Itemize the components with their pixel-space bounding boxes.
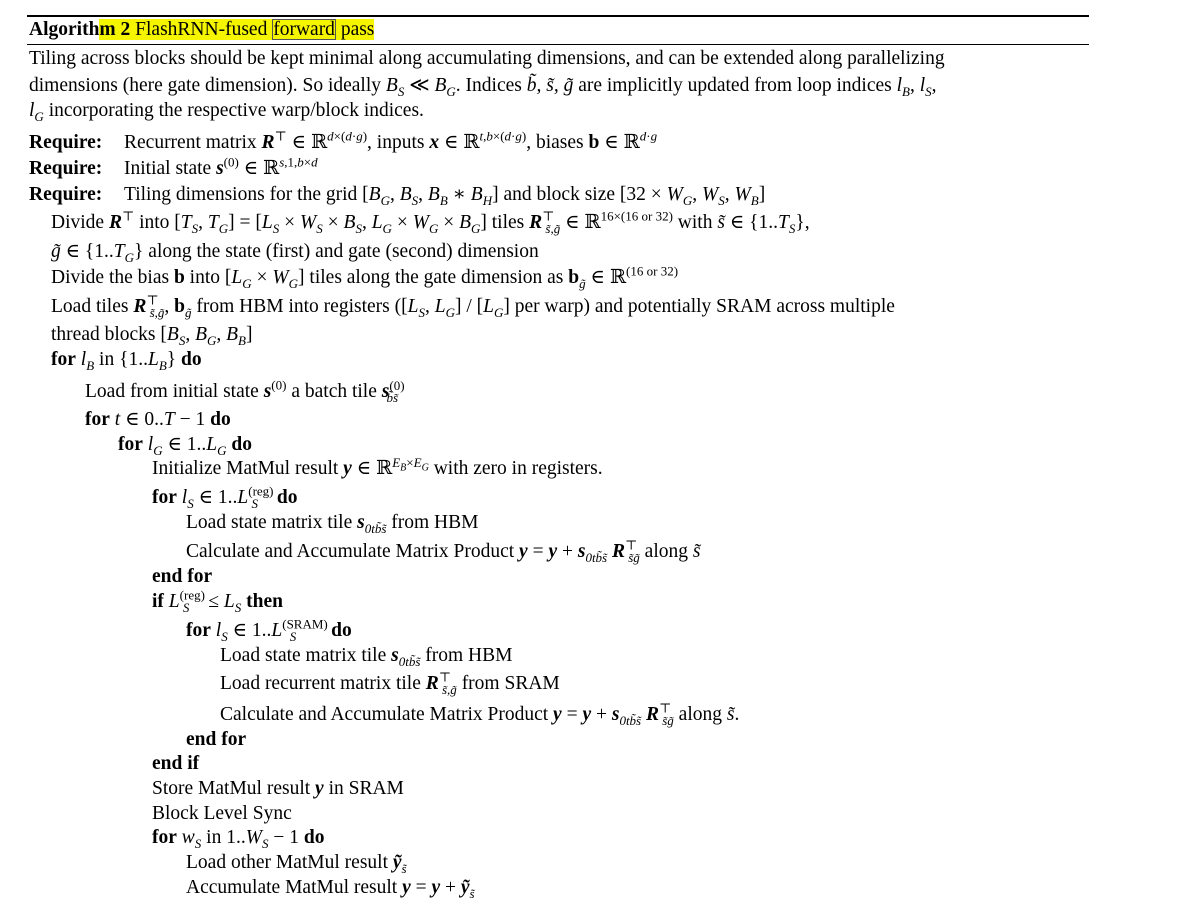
step-divide-bias: Divide the bias b into $[L_G \times W_G]$ tiles along the gate dimension as $b_{g̃}$ ∈ ℝ$^{(16 or 32)}$ bbox=[51, 263, 679, 291]
loop-for-ls-reg: for $l_S$ ∈ $1..L^{(reg)}_S$ do bbox=[152, 483, 298, 511]
loop-for-lb: for $l_B$ in $\{1..L_B\}$ do bbox=[51, 349, 202, 373]
caption-line-1: Tiling across blocks should be kept minimal along accumulating dimensions, and can be extended along parallelizing bbox=[29, 48, 945, 69]
loop-for-ws: for $w_S$ in $1..W_S - 1$ do bbox=[152, 827, 325, 851]
require-2: Require: Initial state $s^{(0)}$ ∈ ℝ$^{s,1,b\times d}$ bbox=[29, 154, 318, 179]
algorithm-title-text bbox=[130, 19, 374, 40]
step-store-matmul: Store MatMul result y in SRAM bbox=[152, 778, 404, 799]
loop-for-ls-sram: for $l_S$ ∈ $1..L^{(SRAM)}_S$ do bbox=[186, 616, 352, 644]
loop-for-t: for t ∈ 0..T − 1 do bbox=[85, 409, 231, 430]
end-if: end if bbox=[152, 753, 200, 774]
step-init-matmul: Initialize MatMul result y ∈ ℝ$^{E_B\times E_G}$ with zero in registers. bbox=[152, 454, 603, 479]
title-rule bbox=[27, 44, 1089, 45]
caption-line-3: $l_G$ incorporating the respective warp/block indices. bbox=[29, 100, 424, 124]
algorithm-label-plain: Algorith bbox=[29, 19, 100, 40]
step-block-sync: Block Level Sync bbox=[152, 803, 292, 824]
algorithm-label-highlight: m 2 bbox=[99, 19, 131, 40]
step-load-tiles-cont: thread blocks [$B_S$, $B_G$, $B_B$] bbox=[51, 324, 253, 348]
loop-for-lg: for $l_G$ ∈ $1..L_G$ do bbox=[118, 434, 253, 458]
step-accumulate-matmul: Accumulate MatMul result y = y + ỹ$_{s̃}$ bbox=[186, 877, 475, 901]
step-divide-r-cont: g̃ ∈ $\{1..T_G\}$ along the state (first) and gate (second) dimension bbox=[51, 241, 539, 265]
step-load-tiles: Load tiles $R^⊤_{s̃,g̃}$, $b_{g̃}$ from HBM into registers ([$L_S$, $L_G] / [L_G]$ per warp) and potentially SRAM across multiple bbox=[51, 292, 895, 320]
if-ls-reg: if $L^{(reg)}_S \le L_S$ then bbox=[152, 587, 283, 615]
step-load-recurrent: Load recurrent matrix tile $R^⊤_{s̃,g̃}$ from SRAM bbox=[220, 669, 560, 697]
end-for-ls-reg: end for bbox=[152, 566, 213, 587]
caption-line-2: dimensions (here gate dimension). So ideally $B_S$ ≪ $B_G$. Indices b̃, s̃, g̃ are implicitly updated from loop indices $l_B$, $l_S$, bbox=[29, 75, 937, 99]
step-load-state-1: Load state matrix tile $s_{0tb̃s̃}$ from HBM bbox=[186, 512, 479, 536]
step-calc-2: Calculate and Accumulate Matrix Product $y = y + s_{0tb̃s̃}$ $R^⊤_{s̃g̃}$ along s̃. bbox=[220, 700, 740, 728]
require-1: Require: Recurrent matrix R⊤ ∈ ℝ$^{d\times(d\cdot g)}$, inputs x ∈ ℝ$^{t,b\times(d\cdot g)}$, biases b ∈ ℝ$^{d\cdot g}$ bbox=[29, 128, 658, 153]
title-prefix: FlashRNN-fused bbox=[135, 19, 273, 40]
require-3: Require: Tiling dimensions for the grid [$B_G$, $B_S$, $B_B$ ∗ $B_H$] and block size [$32 \times W_G$, $W_S$, $W_B$] bbox=[29, 184, 766, 208]
step-calc-1: Calculate and Accumulate Matrix Product $y = y + s_{0tb̃s̃}$ $R^⊤_{s̃g̃}$ along s̃ bbox=[186, 537, 701, 565]
step-load-state-2: Load state matrix tile $s_{0tb̃s̃}$ from HBM bbox=[220, 645, 513, 669]
step-divide-r: Divide R⊤ into [$T_S$, $T_G] = [L_S \times W_S \times B_S$, $L_G \times W_G \times B_G$] tiles $R^⊤_{s̃,g̃}$ ∈ ℝ$^{16\times(16 or 32)}$ with s̃ ∈ $\{1..T_S\}$, bbox=[51, 208, 810, 236]
algorithm-title bbox=[29, 17, 374, 43]
step-load-other-matmul: Load other MatMul result ỹ$_{s̃}$ bbox=[186, 852, 407, 876]
title-boxed-word: forward bbox=[273, 19, 335, 40]
title-suffix: pass bbox=[335, 19, 375, 40]
step-load-initial-state: Load from initial state $s^{(0)}$ a batch tile $s^{(0)}_{b̃s̃}$ bbox=[85, 377, 405, 405]
end-for-ls-sram: end for bbox=[186, 729, 247, 750]
